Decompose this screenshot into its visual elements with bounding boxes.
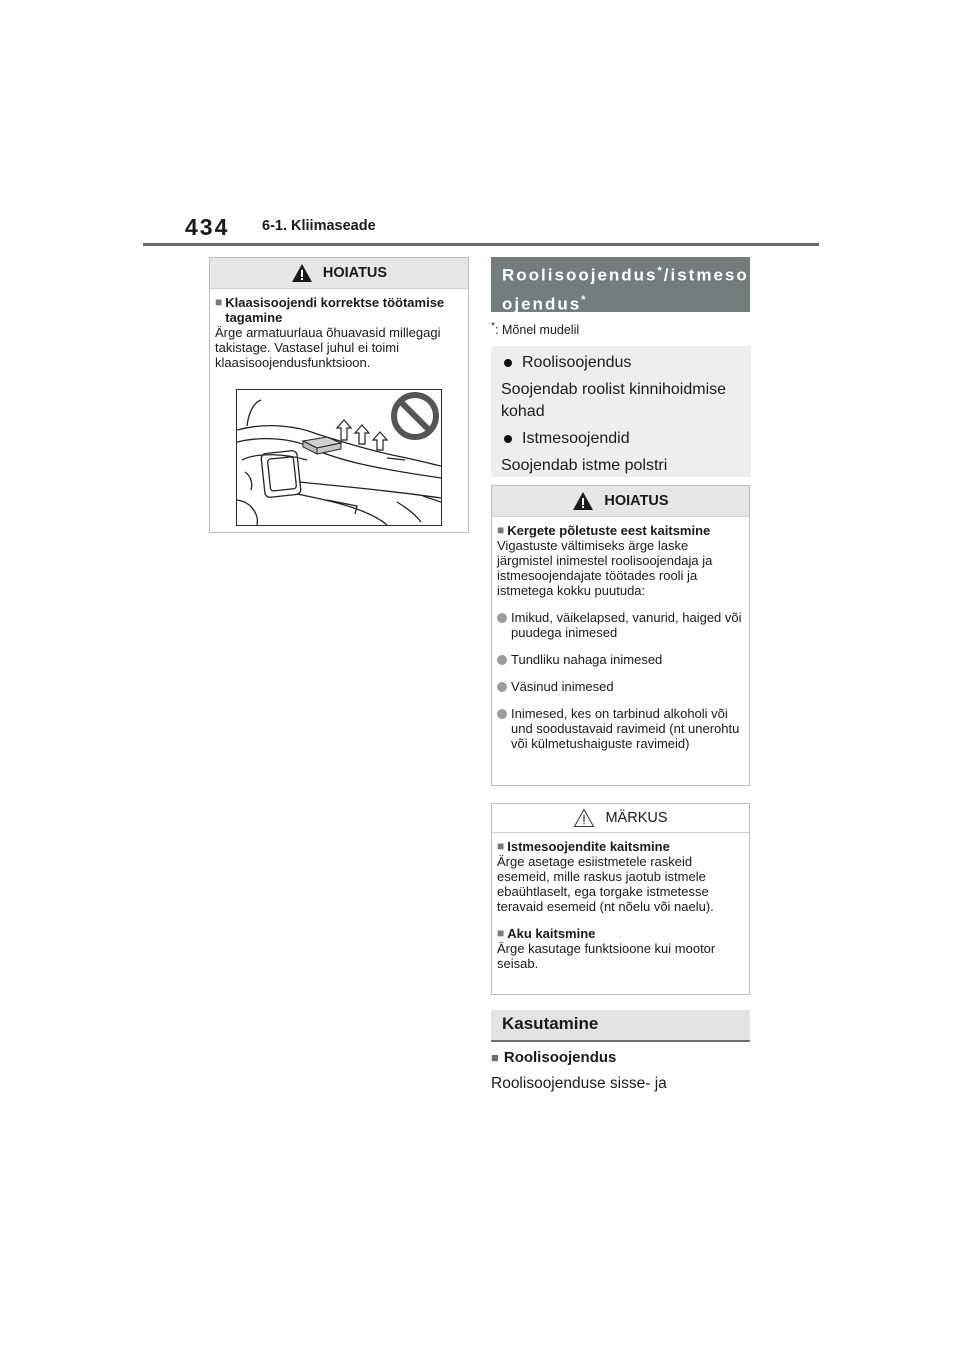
header-rule (143, 243, 819, 246)
section-heading-bar: Roolisoojendus*/istmeso ojendus* (491, 257, 750, 312)
page-number: 434 (185, 214, 230, 240)
bullet-dot-icon (497, 682, 507, 692)
notice-triangle-icon (573, 808, 595, 828)
warning-text: Vigastuste vältimiseks ärge laske järgmistel inimestel roolisoojendaja ja istmesoojendajate töötades rooli ja istmetega kokku puutuda: (497, 538, 713, 598)
square-bullet-icon: ■ (497, 523, 505, 537)
warning-title: HOIATUS (322, 265, 388, 281)
square-bullet-icon: ■ (491, 1050, 499, 1065)
feature-desc-seat: Soojendab istme polstri (501, 457, 668, 474)
footnote: *: Mõnel mudelil (491, 321, 580, 338)
notice-box-header (492, 804, 749, 833)
feature-desc-steering: Soojendab roolist kinnihoidmise kohad (501, 381, 727, 420)
warning-title: HOIATUS (604, 493, 669, 509)
usage-text: Roolisoojenduse sisse- ja (491, 1075, 667, 1092)
list-item: Tundliku nahaga inimesed (497, 652, 743, 667)
square-bullet-icon: ■ (497, 839, 505, 853)
notice-text-seat: Ärge asetage esiistmetele raskeid esemeid, mille raskus jaotub istmele ebaühtlaselt, ega torgake istmetesse teravaid esemeid (nt nõelu või naelu). (497, 854, 714, 914)
bullet-dot-icon (504, 435, 512, 443)
warning-triangle-icon (291, 263, 313, 283)
feature-item-seat: Istmesoojendid (501, 428, 751, 450)
notice-box (491, 803, 750, 995)
bullet-dot-icon (497, 655, 507, 665)
square-bullet-icon: ■ (215, 295, 223, 309)
bullet-dot-icon (504, 359, 512, 367)
square-bullet-icon: ■ (497, 926, 505, 940)
warning-box-header (210, 258, 468, 289)
dashboard-vent-illustration (237, 390, 441, 525)
feature-summary-panel (491, 346, 751, 477)
warning-heading: ■ Kergete põletuste eest kaitsmine (497, 523, 711, 538)
bullet-dot-icon (497, 613, 507, 623)
dashboard-illustration (236, 389, 442, 526)
warning-box-burns (491, 485, 750, 786)
notice-text-battery: Ärge kasutage funktsioone kui mootor seisab. (497, 941, 716, 971)
warning-heading: ■ Klaasisoojendi korrektse töötamise tagamine (215, 295, 445, 325)
list-item: Inimesed, kes on tarbinud alkoholi või und soodustavaid ravimeid (nt unerohtu või külmetushaiguste ravimeid) (497, 706, 743, 751)
notice-title: MÄRKUS (605, 810, 668, 826)
usage-heading: Kasutamine (491, 1010, 750, 1042)
section-title: 6-1. Kliimaseade (262, 218, 376, 234)
list-item: Imikud, väikelapsed, vanurid, haiged või puudega inimesed (497, 610, 743, 640)
feature-item-steering: Roolisoojendus (501, 352, 751, 374)
warning-triangle-icon (572, 491, 594, 511)
warning-text: Ärge armatuurlaua õhuavasid millegagi takistage. Vastasel juhul ei toimi klaasisoojendusfunktsioon. (215, 325, 441, 370)
usage-subheading: ■ Roolisoojendus (491, 1049, 617, 1066)
notice-heading-battery: ■ Aku kaitsmine (497, 926, 596, 941)
warning-box-header (492, 486, 749, 517)
notice-heading-seat: ■ Istmesoojendite kaitsmine (497, 839, 670, 854)
bullet-dot-icon (497, 709, 507, 719)
list-item: Väsinud inimesed (497, 679, 743, 694)
